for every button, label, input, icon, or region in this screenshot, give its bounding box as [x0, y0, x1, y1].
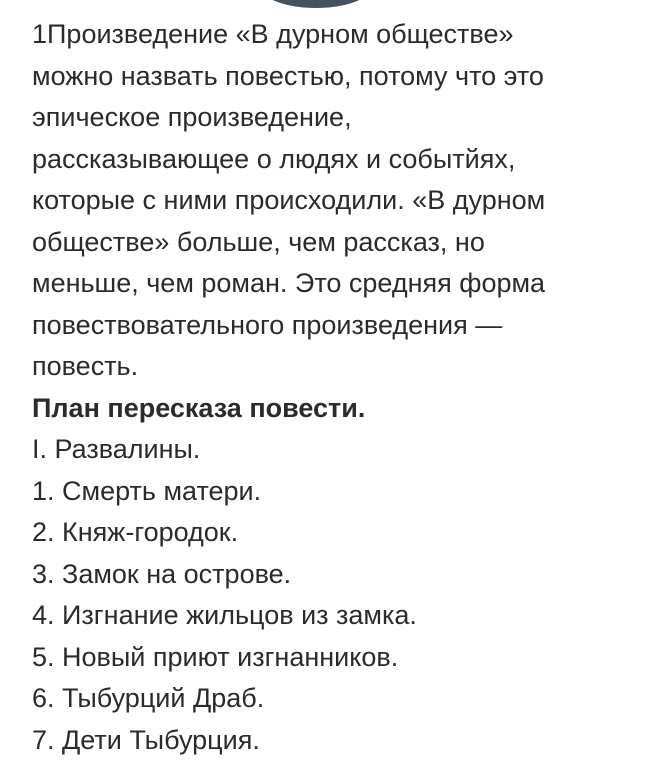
intro-line: обществе» больше, чем рассказ, но	[32, 226, 485, 257]
plan-item: I. Развалины.	[32, 434, 201, 464]
plan-item: 1. Смерть матери.	[32, 475, 262, 506]
intro-line: эпическое произведение,	[32, 102, 352, 132]
intro-line: меньше, чем роман. Это средняя форма	[32, 268, 546, 298]
plan-item: 4. Изгнание жильцов из замка.	[32, 600, 417, 630]
plan-title: План пересказа повести.	[32, 392, 366, 423]
document-body	[32, 14, 632, 761]
plan-list	[32, 429, 632, 761]
plan-item: 6. Тыбурций Драб.	[32, 683, 265, 713]
plan-item: 3. Замок на острове.	[32, 558, 292, 589]
intro-paragraph	[32, 14, 632, 388]
top-avatar-edge	[262, 0, 370, 8]
plan-item: 2. Княж-городок.	[32, 517, 239, 547]
intro-line: которые с ними происходили. «В дурном	[32, 185, 546, 215]
intro-line: можно назвать повестью, потому что это	[32, 60, 544, 91]
intro-line: рассказывающее о людях и событйях,	[32, 143, 516, 174]
intro-line: повествовательного произведения —	[32, 309, 503, 340]
plan-item: 5. Новый приют изгнанников.	[32, 641, 399, 672]
plan-item: 7. Дети Тыбурция.	[32, 724, 260, 755]
intro-line: 1Произведение «В дурном обществе»	[32, 19, 514, 49]
intro-line: повесть.	[32, 351, 139, 381]
